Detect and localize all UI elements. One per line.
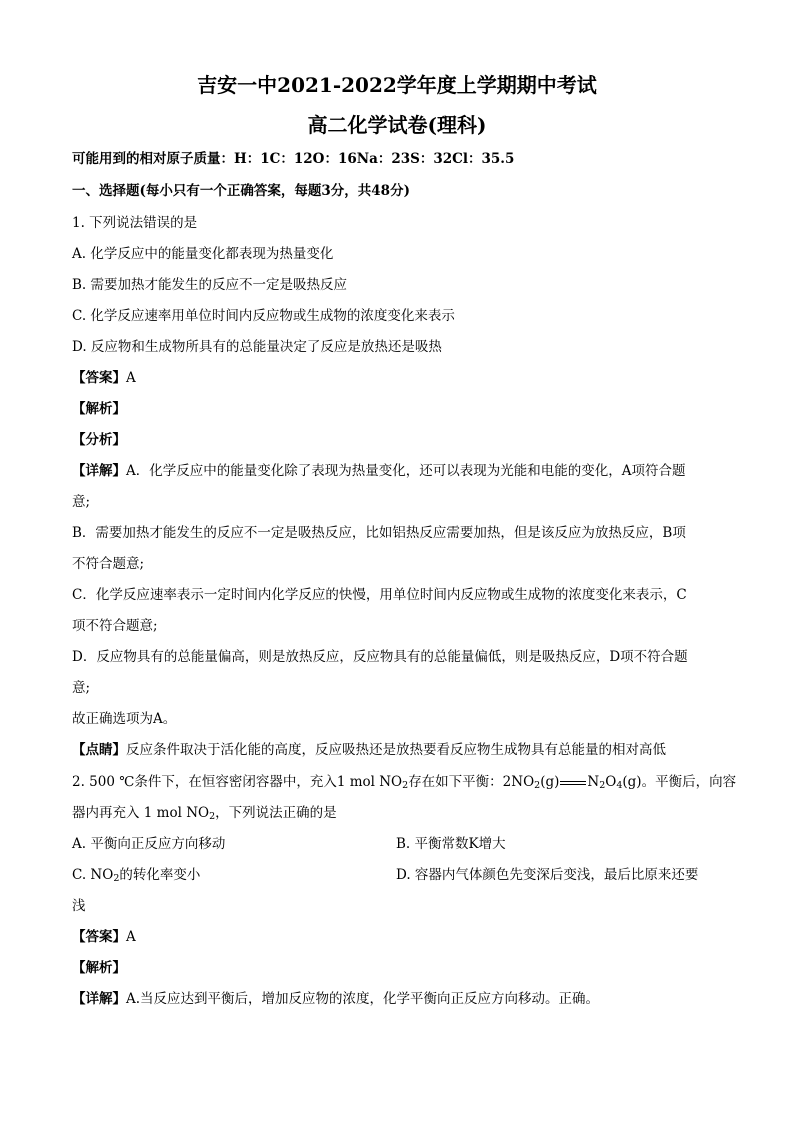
q1-option-d: D. 反应物和生成物所具有的总能量决定了反应是放热还是吸热 — [72, 339, 442, 355]
stem-text: N — [587, 774, 600, 790]
q2-answer — [72, 927, 722, 947]
q1-fenxi-tag: 【分析】 — [72, 432, 126, 448]
q1-option-c: C. 化学反应速率用单位时间内反应物或生成物的浓度变化来表示 — [72, 308, 455, 324]
atomic-masses: 可能用到的相对原子质量：H：1C：12O：16Na：23S：32Cl：35.5 — [72, 151, 515, 167]
q2-options-row-2 — [72, 865, 722, 885]
q1-detail-line — [72, 461, 722, 481]
q1-analysis-tag: 【解析】 — [72, 401, 126, 417]
q1-detail-line: 项不符合题意; — [72, 618, 158, 634]
answer-tag: 【答案】 — [72, 370, 126, 386]
q2-stem-line2 — [72, 803, 722, 823]
q2-option-a: A. 平衡向正反应方向移动 — [72, 836, 226, 852]
q1-option-a: A. 化学反应中的能量变化都表现为热量变化 — [72, 246, 334, 262]
q1-detail-line: C．化学反应速率表示一定时间内化学反应的快慢，用单位时间内反应物或生成物的浓度变化来表示，C — [72, 587, 687, 603]
option-text: 的转化率变小 — [119, 867, 201, 883]
q1-stem: 1. 下列说法错误的是 — [72, 215, 198, 231]
subscript: 2 — [534, 780, 541, 791]
section-heading: 一、选择题(每小只有一个正确答案，每题3分，共48分) — [72, 183, 410, 199]
q2-option-b: B. 平衡常数K增大 — [396, 836, 506, 852]
q1-detail-line: 不符合题意; — [72, 556, 145, 572]
q2-option-d: D. 容器内气体颜色先变深后变浅，最后比原来还要 — [396, 867, 699, 883]
subscript: 2 — [402, 780, 409, 791]
stem-text: 2. 500 ℃条件下，在恒容密闭容器中，充入1 mol NO — [72, 774, 403, 790]
stem-text: 器内再充入 1 mol NO — [72, 805, 210, 821]
q1-option-b: B. 需要加热才能发生的反应不一定是吸热反应 — [72, 277, 348, 293]
subscript: 2 — [113, 873, 120, 884]
subscript: 2 — [209, 811, 216, 822]
q2-option-c — [72, 867, 200, 883]
stem-text: O — [605, 774, 617, 790]
equilibrium-arrow-icon — [560, 778, 586, 788]
exam-subtitle: 高二化学试卷(理科) — [307, 113, 487, 137]
detail-tag: 【详解】 — [72, 991, 126, 1007]
subscript: 4 — [616, 780, 623, 791]
point-tag: 【点睛】 — [72, 742, 126, 758]
q1-detail-line: 意; — [72, 680, 91, 696]
exam-title: 吉安一中2021-2022学年度上学期期中考试 — [197, 73, 597, 97]
q1-answer — [72, 368, 722, 388]
q1-detail-line: 意; — [72, 494, 91, 510]
subscript: 2 — [599, 780, 606, 791]
q2-option-d-continued: 浅 — [72, 898, 86, 914]
q2-detail — [72, 989, 722, 1009]
q2-options-row-1 — [72, 834, 722, 854]
stem-text: ，下列说法正确的是 — [215, 805, 337, 821]
stem-text: (g)。平衡后，向容 — [622, 774, 737, 790]
stem-text: 存在如下平衡：2NO — [408, 774, 535, 790]
detail-text: A.当反应达到平衡后，增加反应物的浓度，化学平衡向正反应方向移动。正确。 — [126, 991, 600, 1007]
point-text: 反应条件取决于活化能的高度，反应吸热还是放热要看反应物生成物具有总能量的相对高低 — [126, 742, 666, 758]
answer-tag: 【答案】 — [72, 929, 126, 945]
stem-text: (g) — [540, 774, 560, 790]
answer-value: A — [126, 929, 136, 945]
detail-tag: 【详解】 — [72, 463, 126, 479]
q1-detail-line: B．需要加热才能发生的反应不一定是吸热反应，比如铝热反应需要加热，但是该反应为放热反应，B项 — [72, 525, 686, 541]
option-text: C. NO — [72, 867, 114, 883]
q1-detail-line: D．反应物具有的总能量偏高，则是放热反应，反应物具有的总能量偏低，则是吸热反应，D项不符合题 — [72, 649, 688, 665]
q1-conclusion: 故正确选项为A。 — [72, 711, 177, 727]
answer-value: A — [126, 370, 136, 386]
q2-analysis-tag: 【解析】 — [72, 960, 126, 976]
q1-point — [72, 740, 722, 760]
detail-text: A．化学反应中的能量变化除了表现为热量变化，还可以表现为光能和电能的变化，A项符合题 — [126, 463, 686, 479]
q2-stem-line1 — [72, 772, 737, 792]
